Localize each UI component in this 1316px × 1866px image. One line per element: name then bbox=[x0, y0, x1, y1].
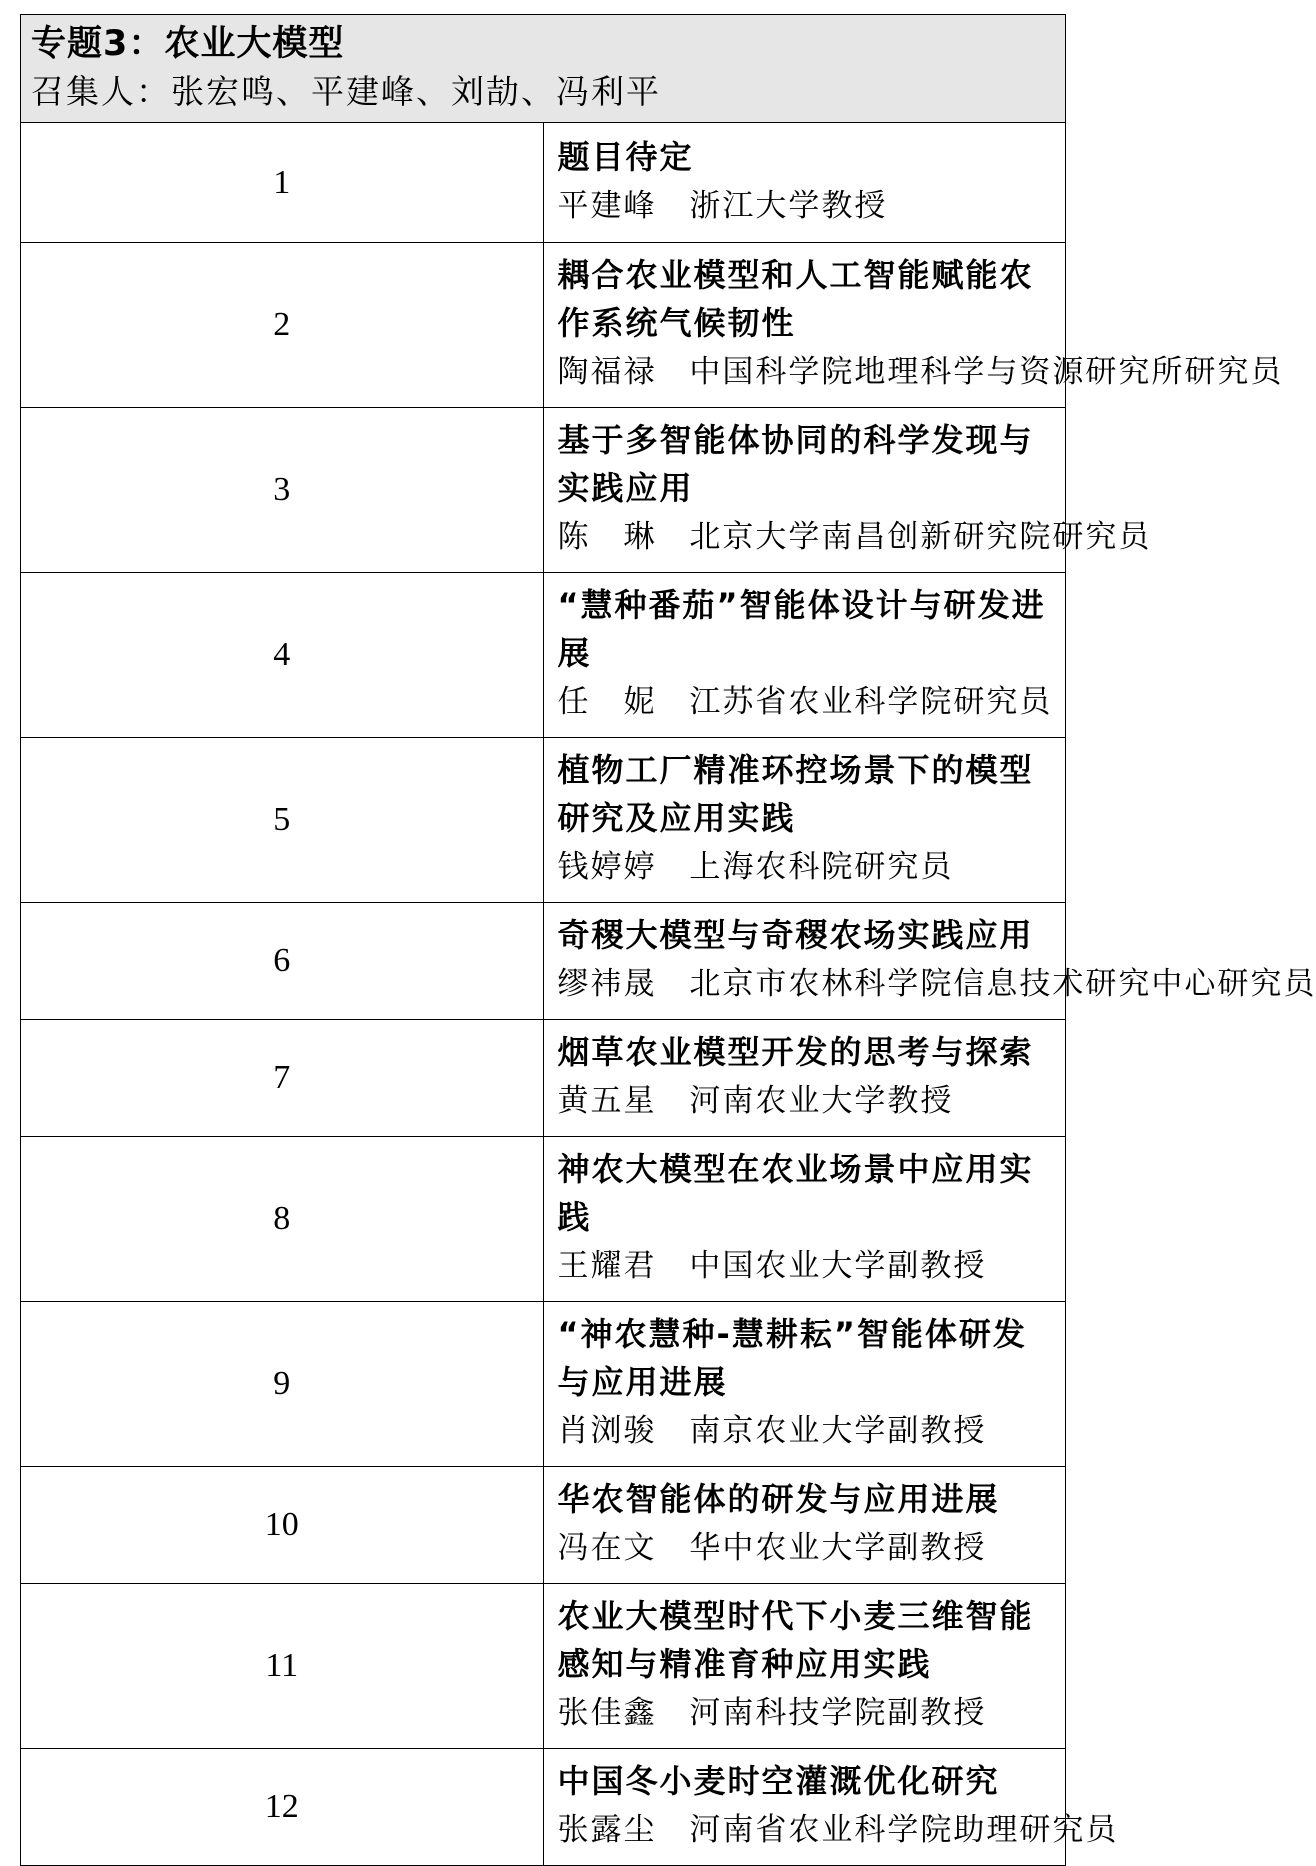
talk-content bbox=[543, 903, 1316, 1020]
talk-speaker bbox=[557, 347, 1284, 397]
talk-speaker bbox=[557, 959, 1316, 1009]
speaker-affiliation: 上海农科院研究员 bbox=[689, 849, 954, 885]
agenda-document bbox=[20, 14, 1316, 1866]
talk-title: 烟草农业模型开发的思考与探索 bbox=[557, 1033, 1034, 1071]
speaker-name: 钱婷婷 bbox=[557, 849, 657, 885]
talk-title: 奇稷大模型与奇稷农场实践应用 bbox=[557, 916, 1034, 954]
talk-row bbox=[21, 1302, 1066, 1467]
speaker-affiliation: 华中农业大学副教授 bbox=[689, 1530, 987, 1566]
talk-speaker bbox=[558, 677, 1052, 727]
talk-title: 中国冬小麦时空灌溉优化研究 bbox=[557, 1762, 1000, 1800]
talk-row bbox=[21, 408, 1066, 573]
speaker-name: 王耀君 bbox=[557, 1248, 657, 1284]
talk-row bbox=[21, 1020, 1066, 1137]
speaker-name: 张佳鑫 bbox=[557, 1695, 657, 1731]
speaker-name: 陈 琳 bbox=[557, 519, 657, 555]
talk-title: 耦合农业模型和人工智能赋能农作系统气候韧性 bbox=[557, 256, 1034, 342]
talk-content bbox=[543, 573, 1066, 738]
talk-speaker bbox=[557, 512, 1152, 562]
talk-content bbox=[543, 1302, 1066, 1467]
talk-content bbox=[543, 123, 1066, 243]
speaker-name: 陶福禄 bbox=[557, 354, 657, 390]
speaker-affiliation: 北京市农林科学院信息技术研究中心研究员 bbox=[689, 966, 1316, 1002]
speaker-affiliation: 中国农业大学副教授 bbox=[689, 1248, 987, 1284]
talk-speaker bbox=[558, 1241, 1052, 1291]
talk-row bbox=[21, 1584, 1066, 1749]
talk-number: 7 bbox=[21, 1020, 544, 1137]
talk-speaker bbox=[558, 842, 1052, 892]
talk-title: “慧种番茄”智能体设计与研发进展 bbox=[557, 586, 1046, 672]
talk-speaker bbox=[558, 1688, 1052, 1738]
speaker-affiliation: 北京大学南昌创新研究院研究员 bbox=[689, 519, 1152, 555]
agenda-table bbox=[20, 14, 1316, 1866]
talk-number: 6 bbox=[21, 903, 544, 1020]
speaker-affiliation: 浙江大学教授 bbox=[689, 187, 888, 224]
topic-title: 专题3：农业大模型 bbox=[31, 23, 345, 64]
talk-number: 10 bbox=[21, 1467, 544, 1584]
speaker-affiliation: 河南省农业科学院助理研究员 bbox=[689, 1812, 1119, 1848]
speaker-name: 黄五星 bbox=[557, 1083, 657, 1119]
speaker-name: 肖浏骏 bbox=[557, 1413, 657, 1449]
talk-row bbox=[21, 1137, 1066, 1302]
talk-content bbox=[543, 1467, 1066, 1584]
talk-number: 1 bbox=[21, 123, 544, 243]
speaker-affiliation: 河南农业大学教授 bbox=[689, 1083, 954, 1119]
talk-content bbox=[543, 408, 1152, 573]
speaker-affiliation: 河南科技学院副教授 bbox=[689, 1695, 987, 1731]
talk-content bbox=[543, 738, 1066, 903]
conveners-line: 召集人：张宏鸣、平建峰、刘劼、冯利平 bbox=[31, 71, 661, 111]
speaker-affiliation: 南京农业大学副教授 bbox=[689, 1413, 987, 1449]
speaker-name: 缪祎晟 bbox=[557, 966, 657, 1002]
agenda-header-row bbox=[21, 15, 1066, 123]
talk-speaker bbox=[558, 1523, 1052, 1573]
talk-speaker bbox=[557, 1805, 1119, 1855]
talk-row bbox=[21, 1749, 1066, 1866]
talk-title: 基于多智能体协同的科学发现与实践应用 bbox=[557, 421, 1034, 507]
talk-title: 农业大模型时代下小麦三维智能感知与精准育种应用实践 bbox=[557, 1597, 1034, 1683]
talk-number: 12 bbox=[21, 1749, 544, 1866]
talk-number: 11 bbox=[21, 1584, 544, 1749]
talk-title: 题目待定 bbox=[557, 137, 694, 176]
talk-row bbox=[21, 903, 1066, 1020]
speaker-name: 平建峰 bbox=[557, 187, 657, 224]
talk-speaker bbox=[558, 1076, 1052, 1126]
talk-title: 神农大模型在农业场景中应用实践 bbox=[557, 1150, 1034, 1236]
talk-content bbox=[543, 1749, 1119, 1866]
talk-title: “神农慧种-慧耕耘”智能体研发与应用进展 bbox=[557, 1315, 1027, 1401]
talk-row bbox=[21, 573, 1066, 738]
agenda-header bbox=[21, 15, 1066, 123]
speaker-name: 冯在文 bbox=[557, 1530, 657, 1566]
speaker-name: 任 妮 bbox=[557, 684, 657, 720]
talk-row bbox=[21, 123, 1066, 243]
talk-title: 华农智能体的研发与应用进展 bbox=[557, 1480, 1000, 1518]
talk-content bbox=[543, 1020, 1066, 1137]
talk-row bbox=[21, 738, 1066, 903]
talk-row bbox=[21, 243, 1066, 408]
talk-content bbox=[543, 243, 1284, 408]
talk-content bbox=[543, 1137, 1066, 1302]
talk-number: 8 bbox=[21, 1137, 544, 1302]
speaker-affiliation: 江苏省农业科学院研究员 bbox=[689, 684, 1053, 720]
talk-number: 5 bbox=[21, 738, 544, 903]
talk-content bbox=[543, 1584, 1066, 1749]
talk-title: 植物工厂精准环控场景下的模型研究及应用实践 bbox=[557, 751, 1034, 837]
talk-number: 2 bbox=[21, 243, 544, 408]
talk-speaker bbox=[558, 1406, 1052, 1456]
speaker-name: 张露尘 bbox=[557, 1812, 657, 1848]
talk-number: 3 bbox=[21, 408, 544, 573]
talk-speaker bbox=[558, 181, 1052, 231]
talk-number: 9 bbox=[21, 1302, 544, 1467]
speaker-affiliation: 中国科学院地理科学与资源研究所研究员 bbox=[689, 354, 1284, 390]
talk-row bbox=[21, 1467, 1066, 1584]
talk-number: 4 bbox=[21, 573, 544, 738]
